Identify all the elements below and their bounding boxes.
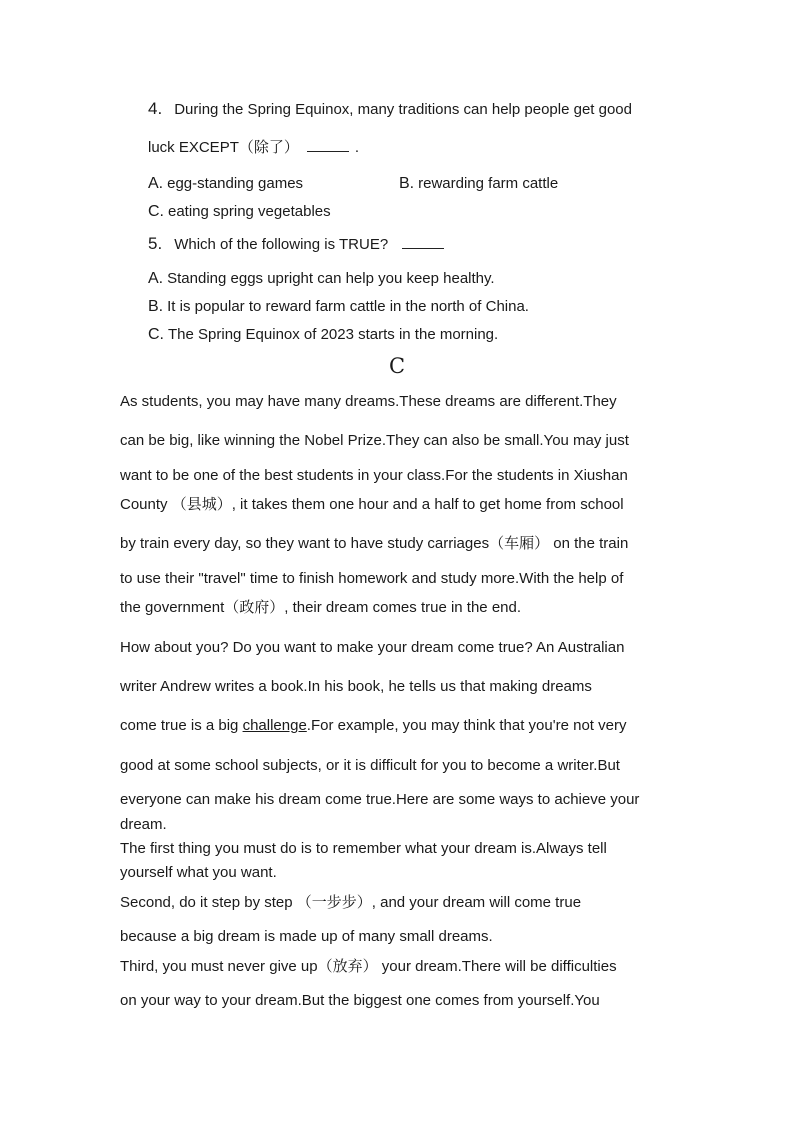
answer-blank-4[interactable] <box>307 139 349 152</box>
passage-line: on your way to your dream.But the biggest one comes from yourself.You <box>120 992 600 1009</box>
option-text: Standing eggs upright can help you keep healthy. <box>167 270 495 287</box>
question-5-number: 5. <box>148 234 163 253</box>
passage-line: Third, you must never give up（放弃） your dream.There will be difficulties <box>120 958 617 975</box>
question-4 <box>148 100 632 119</box>
underlined-word: challenge <box>242 717 307 734</box>
passage-line: to use their "travel" time to finish homework and study more.With the help of <box>120 570 624 587</box>
passage-line: good at some school subjects, or it is difficult for you to become a writer.But <box>120 757 620 774</box>
question-5 <box>148 235 444 254</box>
answer-blank-5[interactable] <box>402 236 444 249</box>
option-letter: C. <box>148 203 164 220</box>
option-letter: B. <box>148 298 164 315</box>
option-letter: A. <box>148 270 164 287</box>
question-4-line2 <box>148 139 359 157</box>
passage-line: The first thing you must do is to remember what your dream is.Always tell <box>120 840 607 857</box>
option-letter: C. <box>148 326 164 343</box>
option-text: egg-standing games <box>167 175 304 192</box>
passage-text: .For example, you may think that you're not very <box>306 717 627 734</box>
passage-line: Second, do it step by step （一步步）, and your dream will come true <box>120 894 582 911</box>
passage-line: want to be one of the best students in your class.For the students in Xiushan <box>120 467 628 484</box>
option-5c[interactable] <box>148 326 498 344</box>
option-4c[interactable] <box>148 203 331 221</box>
passage-line-challenge <box>120 717 626 735</box>
passage-line: County （县城）, it takes them one hour and a half to get home from school <box>120 496 624 513</box>
passage-line: the government（政府）, their dream comes true in the end. <box>120 599 522 616</box>
question-5-text: Which of the following is TRUE? <box>174 236 389 253</box>
passage-line: As students, you may have many dreams.These dreams are different.They <box>120 393 617 410</box>
option-text: The Spring Equinox of 2023 starts in the morning. <box>168 326 499 343</box>
option-letter: A. <box>148 175 164 192</box>
passage-line: yourself what you want. <box>120 864 277 881</box>
passage-line: writer Andrew writes a book.In his book, he tells us that making dreams <box>120 678 592 695</box>
option-text: It is popular to reward farm cattle in the north of China. <box>167 298 529 315</box>
question-4-text-line1: During the Spring Equinox, many traditions can help people get good <box>174 101 632 118</box>
passage-line: can be big, like winning the Nobel Prize.They can also be small.You may just <box>120 432 629 449</box>
option-4b[interactable] <box>399 175 558 193</box>
passage-line: How about you? Do you want to make your dream come true? An Australian <box>120 639 625 656</box>
passage-line: because a big dream is made up of many small dreams. <box>120 928 493 945</box>
passage-line: dream. <box>120 816 167 833</box>
option-text: rewarding farm cattle <box>418 175 559 192</box>
passage-line: by train every day, so they want to have study carriages（车厢） on the train <box>120 535 629 552</box>
passage-text: come true is a big <box>120 717 243 734</box>
passage-line: everyone can make his dream come true.Here are some ways to achieve your <box>120 791 640 808</box>
section-heading: C <box>388 354 406 378</box>
option-4a[interactable] <box>148 175 303 193</box>
option-5a[interactable] <box>148 270 495 288</box>
option-letter: B. <box>399 175 415 192</box>
question-4-number: 4. <box>148 99 163 118</box>
option-text: eating spring vegetables <box>168 203 331 220</box>
question-4-text-line2: luck EXCEPT（除了） <box>148 139 299 156</box>
question-4-period: . <box>354 139 360 156</box>
option-5b[interactable] <box>148 298 529 316</box>
